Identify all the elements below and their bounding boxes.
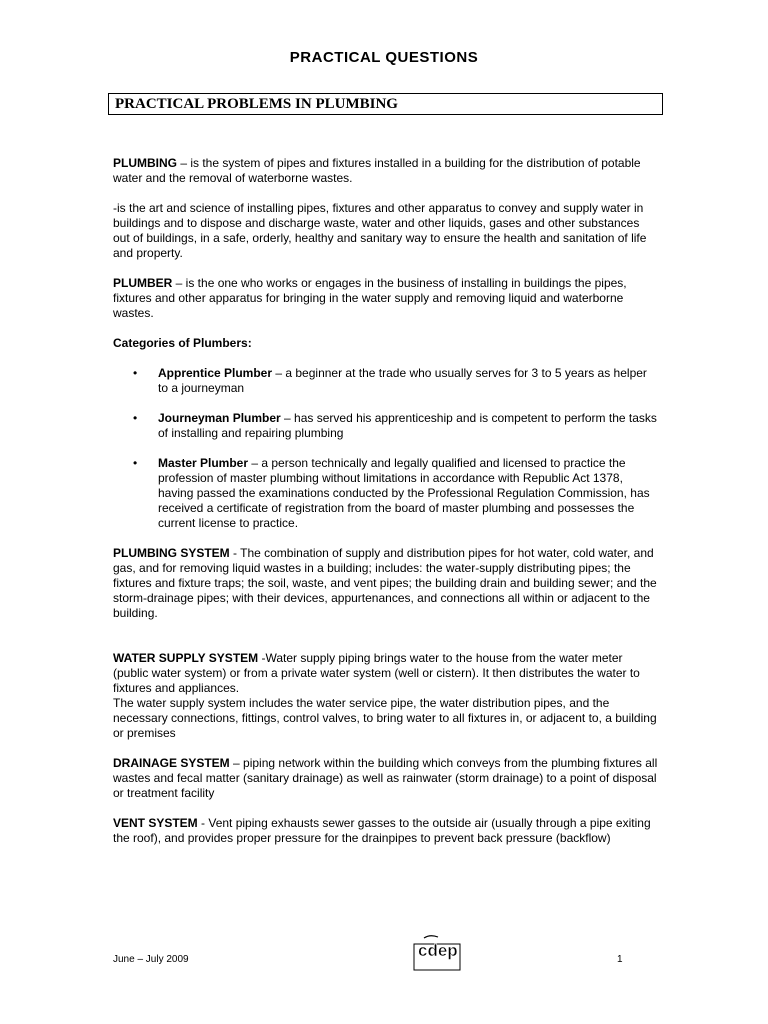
category-text: – a person technically and legally qualified and licensed to practice the profession of master plumbing without limitations in accordance with Republic Act 1378, having passed the examinations conducted by the Professional Regulation Commission, has received a certificate of registration from the board of master plumbing and possesses the current license to practice. — [158, 456, 650, 530]
water-supply-text: -Water supply piping brings water to the house from the water meter (public water system) or from a private water system (well or cistern). It then distributes the water to fixtures and appliances. — [113, 651, 640, 695]
footer-date: June – July 2009 — [113, 954, 189, 965]
plumbing-art-science: -is the art and science of installing pipes, fixtures and other apparatus to convey and supply water in buildings and to dispose and discharge waste, water and other liquids, gases and other substances out of buildings, in a safe, orderly, healthy and sanitary way to ensure the health and sanitation of life and property. — [113, 201, 647, 260]
plumber-definition-text: – is the one who works or engages in the business of installing in buildings the pipes, fixtures and other apparatus for bringing in the water supply and removing liquid and waterborne wastes. — [113, 276, 627, 320]
category-text: – has served his apprenticeship and is competent to perform the tasks of installing and repairing plumbing — [158, 411, 657, 440]
term-plumbing-system: PLUMBING SYSTEM — [113, 546, 230, 560]
title-box — [108, 93, 663, 115]
plumbing-definition — [113, 156, 658, 186]
drainage-text: – piping network within the building which conveys from the plumbing fixtures all wastes and fecal matter (sanitary drainage) as well as rainwater (storm drainage) to a point of disposal or treatment facility — [113, 756, 658, 800]
water-supply-details: The water supply system includes the water service pipe, the water distribution pipes, and the necessary connections, fittings, control valves, to bring water to all fixtures in, or adjacent to, a building or premises — [113, 696, 657, 740]
plumbing-system-definition — [113, 546, 658, 621]
plumber-categories-list — [113, 366, 658, 531]
category-term: Apprentice Plumber — [158, 366, 273, 380]
list-item — [113, 366, 658, 396]
term-plumber: PLUMBER — [113, 276, 173, 290]
term-drainage: DRAINAGE SYSTEM — [113, 756, 230, 770]
plumber-definition — [113, 276, 658, 321]
document-body — [113, 156, 658, 846]
bullet-icon: • — [133, 366, 138, 380]
plumbing-definition-text: – is the system of pipes and fixtures installed in a building for the distribution of potable water and the removal of waterborne wastes. — [113, 156, 641, 185]
term-plumbing: PLUMBING — [113, 156, 177, 170]
category-term: Journeyman Plumber — [158, 411, 281, 425]
vent-definition — [113, 816, 658, 846]
page-title: PRACTICAL PROBLEMS IN PLUMBING — [115, 96, 398, 112]
category-term: Master Plumber — [158, 456, 249, 470]
page-number: 1 — [617, 954, 623, 965]
list-item — [113, 411, 658, 441]
categories-heading: Categories of Plumbers: — [113, 336, 252, 350]
list-item — [113, 456, 658, 531]
bullet-icon: • — [133, 456, 138, 470]
bullet-icon: • — [133, 411, 138, 425]
vent-text: - Vent piping exhausts sewer gasses to the outside air (usually through a pipe exiting the roof), and provides proper pressure for the drainpipes to prevent back pressure (backflow) — [113, 816, 651, 845]
plumbing-system-text: - The combination of supply and distribution pipes for hot water, cold water, and gas, and for removing liquid wastes in a building; includes: the water-supply distributing pipes; the fixtures and fixture traps; the soil, waste, and vent pipes; the building drain and building sewer; and the storm-drainage pipes; with their devices, appurtenances, and connections all within or adjacent to the building. — [113, 546, 657, 620]
category-text: – a beginner at the trade who usually serves for 3 to 5 years as helper to a journeyman — [158, 366, 647, 395]
page-heading: PRACTICAL QUESTIONS — [289, 49, 479, 66]
svg-text:cdep: cdep — [418, 941, 458, 960]
term-water-supply: WATER SUPPLY SYSTEM — [113, 651, 259, 665]
cdep-logo-icon — [412, 934, 468, 972]
water-supply-definition — [113, 651, 658, 696]
drainage-definition — [113, 756, 658, 801]
term-vent: VENT SYSTEM — [113, 816, 198, 830]
